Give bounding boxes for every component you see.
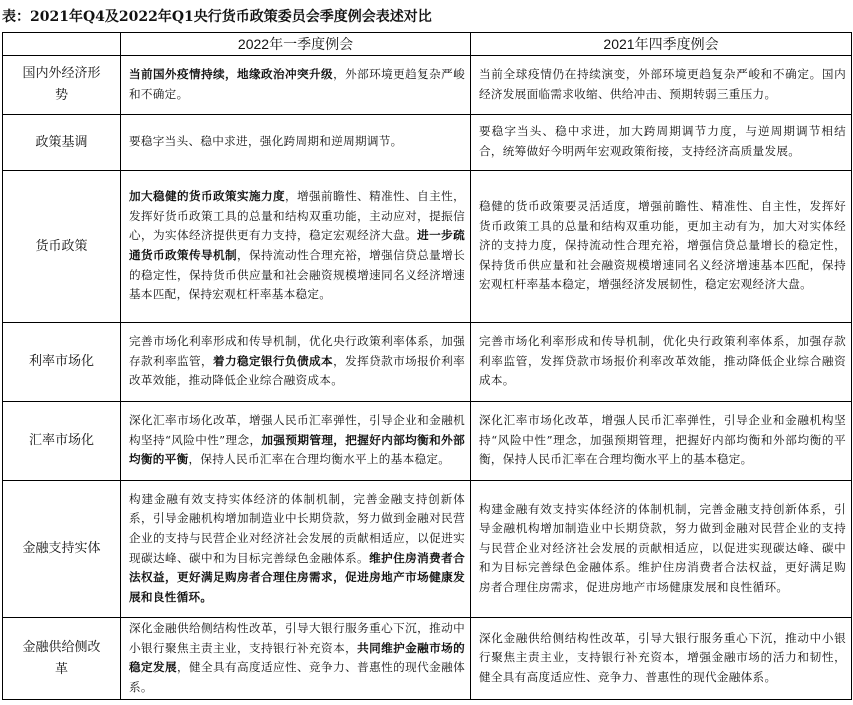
comparison-table xyxy=(2,32,852,700)
table-row xyxy=(3,171,852,323)
body-text: ，增强前瞻性、精准性、自主性，发挥好货币政策工具的总量和结构双重功能，主动应对，提振信心，为实体经济提供更有力支持，稳定宏观经济大盘。 xyxy=(129,189,465,243)
row-label: 汇率市场化 xyxy=(3,402,121,481)
q1-2022-cell xyxy=(121,115,471,171)
table-row xyxy=(3,481,852,618)
header-row xyxy=(3,33,852,56)
q4-2021-cell xyxy=(471,402,852,481)
q4-2021-cell xyxy=(471,481,852,618)
body-text: 完善市场化利率形成和传导机制，优化央行政策利率体系，加强存款利率监管，发挥贷款市场报价利率改革效能，推动降低企业综合融资成本。 xyxy=(479,334,846,388)
table-caption: 表：2021年Q4及2022年Q1央行货币政策委员会季度例会表述对比 xyxy=(2,9,432,25)
q1-2022-cell xyxy=(121,323,471,402)
body-text: 要稳字当头、稳中求进，强化跨周期和逆周期调节。 xyxy=(129,134,403,149)
table-row xyxy=(3,618,852,700)
q4-2021-cell xyxy=(471,618,852,700)
body-text: 稳健的货币政策要灵活适度，增强前瞻性、精准性、自主性，发挥好货币政策工具的总量和结构双重功能，更加主动有为，加大对实体经济的支持力度，保持流动性合理充裕，增强信贷总量增长的稳定性，保持货币供应量和社会融资规模增速同名义经济增速基本匹配，保持宏观杠杆率基本稳定，增强经济发展韧性，稳定宏观经济大盘。 xyxy=(479,199,846,292)
row-label: 利率市场化 xyxy=(3,323,121,402)
q4-2021-cell xyxy=(471,115,852,171)
q1-2022-cell xyxy=(121,481,471,618)
emphasis-text: 加强预期管理，把握好内部均衡和外部均衡的平衡 xyxy=(129,432,465,467)
emphasis-text: 共同维护金融市场的稳定发展 xyxy=(129,640,466,675)
q4-2021-cell xyxy=(471,171,852,323)
body-text: ，保持流动性合理充裕，增强信贷总量增长的稳定性，保持货币供应量和社会融资规模增速同名义经济增速基本匹配，保持宏观杠杆率基本稳定。 xyxy=(129,248,466,302)
header-q4-2021: 2021年四季度例会 xyxy=(471,33,852,56)
row-label: 货币政策 xyxy=(3,171,121,323)
table-row xyxy=(3,402,852,481)
body-text: ，保持人民币汇率在合理均衡水平上的基本稳定。 xyxy=(188,452,451,467)
row-label: 政策基调 xyxy=(3,115,121,171)
body-text: ，发挥贷款市场报价利率改革效能，推动降低企业综合融资成本。 xyxy=(129,353,465,388)
body-text: 完善市场化利率形成和传导机制，优化央行政策利率体系，加强存款利率监管， xyxy=(129,334,465,368)
table-row xyxy=(3,56,852,115)
emphasis-text: 加大稳健的货币政策实施力度 xyxy=(129,189,286,204)
body-text: 深化金融供给侧结构性改革，引导大银行服务重心下沉，推动中小银行聚焦主责主业，支持银行补充资本，增强金融市场的活力和韧性，健全具有高度适应性、竞争力、普惠性的现代金融体系。 xyxy=(479,630,846,684)
emphasis-text: 进一步疏通货币政策传导机制 xyxy=(129,228,465,262)
row-label: 金融供给侧改革 xyxy=(3,618,121,700)
row-label: 国内外经济形势 xyxy=(3,56,121,115)
body-text: 深化汇率市场化改革，增强人民币汇率弹性，引导企业和金融机构坚持“风险中性”理念， xyxy=(129,413,465,447)
body-text: ，健全具有高度适应性、竞争力、普惠性的现代金融体系。 xyxy=(129,660,465,694)
q4-2021-cell xyxy=(471,323,852,402)
q1-2022-cell xyxy=(121,171,471,323)
q1-2022-cell xyxy=(121,402,471,481)
header-blank xyxy=(3,33,121,56)
emphasis-text: 着力稳定银行负债成本 xyxy=(213,353,334,368)
emphasis-text: 当前国外疫情持续，地缘政治冲突升级 xyxy=(129,66,334,81)
body-text: 深化金融供给侧结构性改革，引导大银行服务重心下沉，推动中小银行聚焦主责主业，支持银行补充资本， xyxy=(129,621,465,655)
row-label: 金融支持实体 xyxy=(3,481,121,618)
table-row xyxy=(3,115,852,171)
emphasis-text: 维护住房消费者合法权益，更好满足购房者合理住房需求，促进房地产市场健康发展和良性循环。 xyxy=(129,550,465,604)
body-text: 深化汇率市场化改革，增强人民币汇率弹性，引导企业和金融机构坚持“风险中性”理念，加强预期管理，把握好内部均衡和外部均衡的平衡，保持人民币汇率在合理均衡水平上的基本稳定。 xyxy=(479,413,846,467)
header-q1-2022: 2022年一季度例会 xyxy=(121,33,471,56)
body-text: ，外部环境更趋复杂严峻和不确定。 xyxy=(129,66,465,101)
body-text: 构建金融有效支持实体经济的体制机制，完善金融支持创新体系，引导金融机构增加制造业中长期贷款，努力做到金融对民营企业的支持与民营企业对经济社会发展的贡献相适应，以促进实现碳达峰、碳中和为目标完善绿色金融体系。维护住房消费者合法权益，更好满足购房者合理住房需求，促进房地产市场健康发展和良性循环。 xyxy=(479,501,846,594)
body-text: 构建金融有效支持实体经济的体制机制，完善金融支持创新体系，引导金融机构增加制造业中长期贷款，努力做到金融对民营企业的支持与民营企业对经济社会发展的贡献相适应，以促进实现碳达峰、碳中和为目标完善绿色金融体系。 xyxy=(129,491,465,565)
body-text: 要稳字当头、稳中求进，加大跨周期调节力度，与逆周期调节相结合，统筹做好今明两年宏观政策衔接，支持经济高质量发展。 xyxy=(479,124,846,158)
q1-2022-cell xyxy=(121,618,471,700)
q4-2021-cell xyxy=(471,56,852,115)
table-row xyxy=(3,323,852,402)
body-text: 当前全球疫情仍在持续演变，外部环境更趋复杂严峻和不确定。国内经济发展面临需求收缩、供给冲击、预期转弱三重压力。 xyxy=(479,66,846,101)
q1-2022-cell xyxy=(121,56,471,115)
